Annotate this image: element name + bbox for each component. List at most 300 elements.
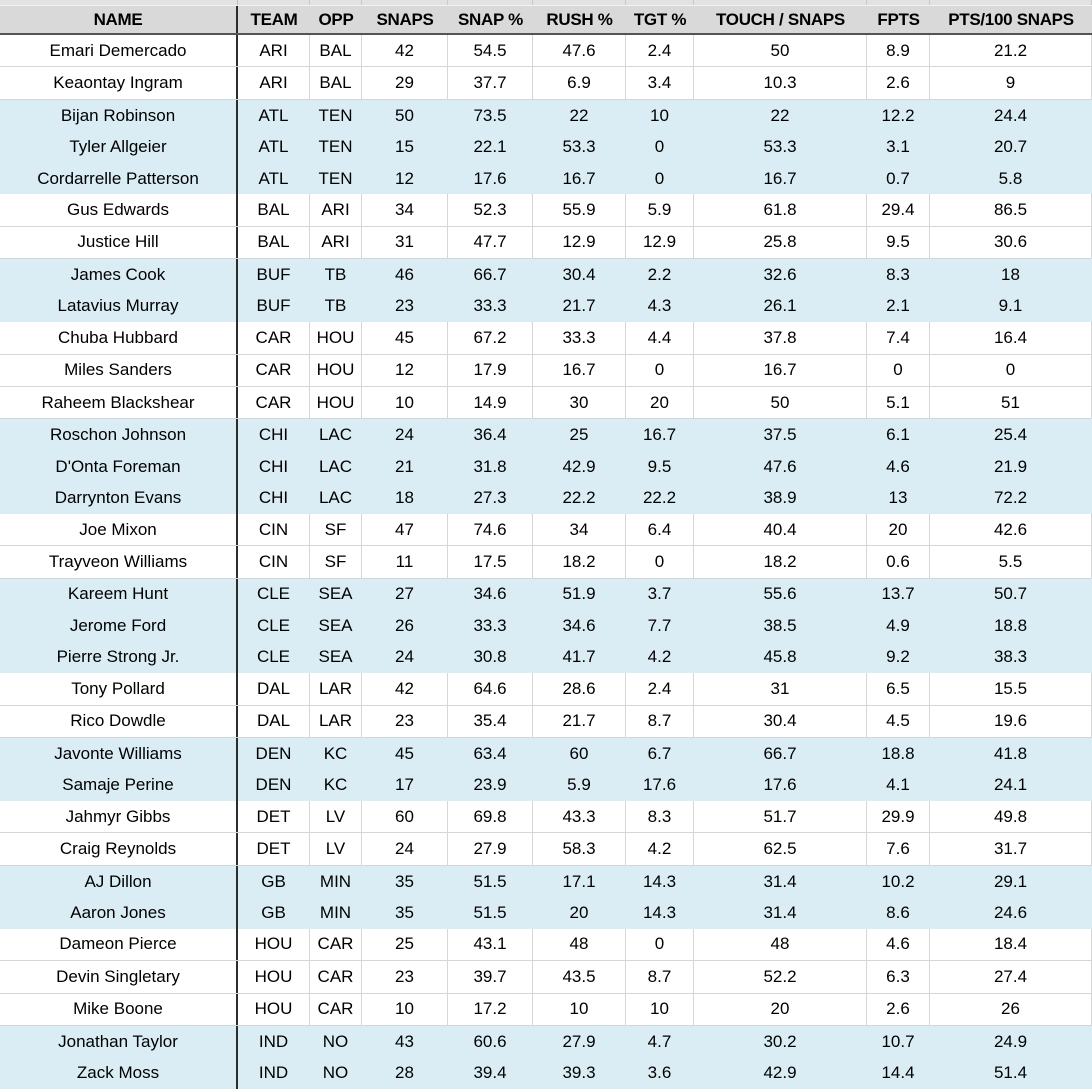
cell-snaps[interactable]: 31 [362, 227, 448, 258]
cell-rush_pct[interactable]: 53.3 [562, 137, 596, 157]
cell-name[interactable]: Roschon Johnson [0, 419, 238, 450]
cell-opp[interactable]: MIN [319, 871, 352, 891]
column-header-snaps[interactable]: SNAPS [376, 9, 434, 29]
cell-touch_snaps[interactable]: 52.2 [694, 961, 867, 992]
cell-fpts[interactable]: 10.2 [881, 871, 915, 891]
cell-tgt_pct[interactable]: 4.2 [647, 647, 672, 667]
cell-name[interactable]: Miles Sanders [0, 355, 238, 386]
cell-rush_pct[interactable]: 51.9 [562, 584, 596, 604]
cell-pts_100_snaps[interactable]: 18 [1001, 264, 1020, 284]
cell-team[interactable]: CIN [238, 546, 310, 577]
cell-tgt_pct[interactable]: 8.7 [626, 706, 694, 737]
cell-rush_pct[interactable]: 21.7 [533, 706, 626, 737]
cell-snap_pct[interactable]: 33.3 [473, 296, 507, 316]
cell-touch_snaps[interactable]: 48 [694, 929, 867, 960]
cell-snaps[interactable]: 12 [362, 355, 448, 386]
cell-pts_100_snaps[interactable]: 50.7 [993, 584, 1028, 604]
cell-rush_pct[interactable]: 28.6 [533, 673, 626, 704]
cell-touch_snaps[interactable]: 31.4 [763, 902, 797, 922]
cell-touch_snaps[interactable]: 40.4 [694, 514, 867, 545]
cell-snaps[interactable]: 23 [395, 296, 414, 316]
cell-tgt_pct[interactable]: 4.7 [647, 1031, 672, 1051]
cell-opp[interactable]: LAR [310, 706, 362, 737]
cell-rush_pct[interactable]: 55.9 [533, 194, 626, 225]
cell-team[interactable]: GB [261, 871, 286, 891]
cell-tgt_pct[interactable]: 9.5 [647, 456, 672, 476]
cell-pts_100_snaps[interactable]: 51 [930, 387, 1092, 418]
cell-opp[interactable]: SF [310, 514, 362, 545]
cell-opp[interactable]: SEA [318, 584, 353, 604]
cell-tgt_pct[interactable]: 0 [626, 355, 694, 386]
cell-snap_pct[interactable]: 30.8 [473, 647, 507, 667]
cell-name[interactable]: Bijan Robinson [0, 100, 238, 131]
cell-tgt_pct[interactable]: 4.2 [626, 833, 694, 864]
cell-touch_snaps[interactable]: 30.4 [694, 706, 867, 737]
cell-pts_100_snaps[interactable]: 9.1 [998, 296, 1023, 316]
cell-opp[interactable]: BAL [310, 67, 362, 98]
cell-fpts[interactable]: 13 [888, 488, 908, 508]
cell-touch_snaps[interactable]: 50 [694, 35, 867, 66]
cell-rush_pct[interactable]: 39.3 [562, 1063, 596, 1083]
cell-fpts[interactable]: 4.5 [867, 706, 930, 737]
cell-snaps[interactable]: 15 [395, 137, 414, 157]
cell-opp[interactable]: SEA [318, 615, 353, 635]
cell-pts_100_snaps[interactable]: 19.6 [930, 706, 1092, 737]
cell-name[interactable]: Tony Pollard [0, 673, 238, 704]
cell-team[interactable]: ARI [238, 35, 310, 66]
cell-name[interactable]: Keaontay Ingram [0, 67, 238, 98]
cell-name[interactable]: Pierre Strong Jr. [0, 642, 238, 673]
cell-snaps[interactable]: 60 [362, 801, 448, 832]
cell-name[interactable]: Javonte Williams [0, 738, 238, 769]
cell-pts_100_snaps[interactable]: 24.1 [993, 775, 1028, 795]
cell-tgt_pct[interactable]: 14.3 [642, 902, 677, 922]
cell-pts_100_snaps[interactable]: 41.8 [993, 743, 1028, 763]
cell-team[interactable]: CAR [238, 387, 310, 418]
cell-name[interactable]: Chuba Hubbard [0, 322, 238, 353]
cell-team[interactable]: ATL [258, 137, 289, 157]
cell-snaps[interactable]: 29 [362, 67, 448, 98]
cell-rush_pct[interactable]: 34.6 [562, 615, 596, 635]
cell-team[interactable]: IND [258, 1031, 289, 1051]
cell-rush_pct[interactable]: 6.9 [533, 67, 626, 98]
cell-fpts[interactable]: 18.8 [881, 743, 915, 763]
column-header-snap_pct[interactable]: SNAP % [458, 9, 523, 29]
cell-snap_pct[interactable]: 22.1 [473, 137, 507, 157]
column-header-name[interactable]: NAME [0, 6, 238, 33]
cell-snap_pct[interactable]: 27.3 [473, 488, 507, 508]
cell-tgt_pct[interactable]: 17.6 [642, 775, 677, 795]
cell-snap_pct[interactable]: 67.2 [448, 322, 533, 353]
cell-fpts[interactable]: 3.1 [886, 137, 910, 157]
cell-touch_snaps[interactable]: 31.4 [763, 871, 797, 891]
cell-name[interactable]: Latavius Murray [0, 291, 238, 322]
cell-tgt_pct[interactable]: 0 [654, 137, 665, 157]
cell-fpts[interactable]: 8.9 [867, 35, 930, 66]
cell-team[interactable]: CHI [258, 456, 289, 476]
cell-pts_100_snaps[interactable]: 5.5 [930, 546, 1092, 577]
cell-rush_pct[interactable]: 60 [569, 743, 589, 763]
cell-rush_pct[interactable]: 12.9 [533, 227, 626, 258]
cell-pts_100_snaps[interactable]: 27.4 [930, 961, 1092, 992]
cell-touch_snaps[interactable]: 42.9 [763, 1063, 797, 1083]
cell-tgt_pct[interactable]: 2.2 [647, 264, 672, 284]
cell-touch_snaps[interactable]: 17.6 [763, 775, 797, 795]
cell-pts_100_snaps[interactable]: 24.4 [993, 105, 1028, 125]
cell-opp[interactable]: LAC [318, 488, 353, 508]
cell-snaps[interactable]: 24 [395, 425, 414, 445]
cell-rush_pct[interactable]: 27.9 [562, 1031, 596, 1051]
column-header-opp[interactable]: OPP [318, 9, 354, 29]
cell-fpts[interactable]: 2.6 [867, 994, 930, 1025]
cell-snap_pct[interactable]: 23.9 [473, 775, 507, 795]
cell-snap_pct[interactable]: 66.7 [473, 264, 507, 284]
cell-snaps[interactable]: 12 [395, 168, 414, 188]
cell-name[interactable]: Cordarrelle Patterson [0, 163, 238, 194]
cell-name[interactable]: Jonathan Taylor [0, 1026, 238, 1057]
cell-tgt_pct[interactable]: 20 [626, 387, 694, 418]
cell-name[interactable]: James Cook [0, 259, 238, 290]
cell-rush_pct[interactable]: 22.2 [562, 488, 596, 508]
cell-opp[interactable]: LV [310, 801, 362, 832]
cell-fpts[interactable]: 7.4 [867, 322, 930, 353]
cell-tgt_pct[interactable]: 4.3 [647, 296, 672, 316]
cell-team[interactable]: DAL [238, 673, 310, 704]
cell-touch_snaps[interactable]: 55.6 [763, 584, 797, 604]
cell-snap_pct[interactable]: 39.4 [473, 1063, 507, 1083]
cell-touch_snaps[interactable]: 50 [694, 387, 867, 418]
cell-opp[interactable]: TEN [318, 168, 353, 188]
cell-snaps[interactable]: 24 [395, 647, 414, 667]
cell-opp[interactable]: CAR [310, 961, 362, 992]
cell-tgt_pct[interactable]: 4.4 [626, 322, 694, 353]
cell-pts_100_snaps[interactable]: 9 [930, 67, 1092, 98]
cell-snaps[interactable]: 18 [395, 488, 414, 508]
cell-name[interactable]: Raheem Blackshear [0, 387, 238, 418]
cell-opp[interactable]: HOU [310, 322, 362, 353]
cell-team[interactable]: BAL [238, 227, 310, 258]
cell-opp[interactable]: KC [323, 743, 348, 763]
cell-tgt_pct[interactable]: 0 [626, 546, 694, 577]
cell-touch_snaps[interactable]: 25.8 [694, 227, 867, 258]
cell-fpts[interactable]: 0.6 [867, 546, 930, 577]
cell-pts_100_snaps[interactable]: 20.7 [993, 137, 1028, 157]
cell-touch_snaps[interactable]: 53.3 [763, 137, 797, 157]
cell-snap_pct[interactable]: 52.3 [448, 194, 533, 225]
cell-opp[interactable]: NO [322, 1031, 349, 1051]
cell-snaps[interactable]: 47 [362, 514, 448, 545]
cell-team[interactable]: DAL [238, 706, 310, 737]
cell-tgt_pct[interactable]: 0 [626, 929, 694, 960]
cell-pts_100_snaps[interactable]: 21.2 [930, 35, 1092, 66]
cell-snap_pct[interactable]: 14.9 [448, 387, 533, 418]
cell-snap_pct[interactable]: 17.6 [473, 168, 507, 188]
cell-rush_pct[interactable]: 58.3 [533, 833, 626, 864]
cell-pts_100_snaps[interactable]: 16.4 [930, 322, 1092, 353]
cell-touch_snaps[interactable]: 37.8 [694, 322, 867, 353]
cell-snap_pct[interactable]: 34.6 [473, 584, 507, 604]
cell-touch_snaps[interactable]: 31 [694, 673, 867, 704]
cell-team[interactable]: DET [238, 833, 310, 864]
cell-snap_pct[interactable]: 43.1 [448, 929, 533, 960]
cell-pts_100_snaps[interactable]: 86.5 [930, 194, 1092, 225]
cell-pts_100_snaps[interactable]: 5.8 [998, 168, 1023, 188]
cell-pts_100_snaps[interactable]: 31.7 [930, 833, 1092, 864]
cell-pts_100_snaps[interactable]: 38.3 [993, 647, 1028, 667]
cell-snap_pct[interactable]: 37.7 [448, 67, 533, 98]
column-header-fpts[interactable]: FPTS [877, 9, 920, 29]
cell-rush_pct[interactable]: 48 [533, 929, 626, 960]
cell-touch_snaps[interactable]: 37.5 [763, 425, 797, 445]
cell-snap_pct[interactable]: 51.5 [473, 902, 507, 922]
cell-fpts[interactable]: 2.1 [886, 296, 910, 316]
cell-pts_100_snaps[interactable]: 29.1 [993, 871, 1028, 891]
cell-snap_pct[interactable]: 17.2 [448, 994, 533, 1025]
cell-team[interactable]: CAR [238, 355, 310, 386]
cell-fpts[interactable]: 8.3 [886, 264, 910, 284]
cell-snap_pct[interactable]: 17.5 [448, 546, 533, 577]
cell-fpts[interactable]: 4.6 [886, 456, 910, 476]
cell-fpts[interactable]: 20 [867, 514, 930, 545]
cell-name[interactable]: Kareem Hunt [0, 579, 238, 610]
cell-tgt_pct[interactable]: 10 [650, 105, 669, 125]
cell-fpts[interactable]: 29.9 [867, 801, 930, 832]
cell-tgt_pct[interactable]: 2.4 [626, 673, 694, 704]
cell-tgt_pct[interactable]: 2.4 [626, 35, 694, 66]
cell-rush_pct[interactable]: 20 [569, 902, 589, 922]
cell-tgt_pct[interactable]: 12.9 [626, 227, 694, 258]
cell-rush_pct[interactable]: 5.9 [567, 775, 591, 795]
cell-tgt_pct[interactable]: 3.7 [647, 584, 672, 604]
cell-snap_pct[interactable]: 51.5 [473, 871, 507, 891]
cell-rush_pct[interactable]: 18.2 [533, 546, 626, 577]
cell-touch_snaps[interactable]: 18.2 [694, 546, 867, 577]
cell-opp[interactable]: TB [324, 296, 347, 316]
cell-tgt_pct[interactable]: 3.6 [647, 1063, 672, 1083]
cell-name[interactable]: Tyler Allgeier [0, 131, 238, 162]
cell-fpts[interactable]: 6.1 [886, 425, 910, 445]
cell-pts_100_snaps[interactable]: 18.8 [993, 615, 1028, 635]
cell-pts_100_snaps[interactable]: 24.6 [993, 902, 1028, 922]
cell-snap_pct[interactable]: 69.8 [448, 801, 533, 832]
cell-touch_snaps[interactable]: 51.7 [694, 801, 867, 832]
cell-snaps[interactable]: 46 [395, 264, 414, 284]
cell-team[interactable]: ATL [258, 105, 289, 125]
cell-rush_pct[interactable]: 34 [533, 514, 626, 545]
cell-opp[interactable]: BAL [310, 35, 362, 66]
cell-rush_pct[interactable]: 33.3 [533, 322, 626, 353]
cell-snaps[interactable]: 50 [395, 105, 414, 125]
cell-snaps[interactable]: 10 [362, 387, 448, 418]
cell-snap_pct[interactable]: 33.3 [473, 615, 507, 635]
cell-name[interactable]: Aaron Jones [0, 897, 238, 928]
cell-snaps[interactable]: 35 [395, 902, 414, 922]
cell-snaps[interactable]: 21 [395, 456, 414, 476]
cell-team[interactable]: ARI [238, 67, 310, 98]
cell-fpts[interactable]: 13.7 [881, 584, 915, 604]
cell-fpts[interactable]: 6.3 [867, 961, 930, 992]
cell-tgt_pct[interactable]: 8.3 [626, 801, 694, 832]
cell-fpts[interactable]: 4.6 [867, 929, 930, 960]
cell-name[interactable]: Trayveon Williams [0, 546, 238, 577]
cell-snap_pct[interactable]: 27.9 [448, 833, 533, 864]
cell-name[interactable]: Rico Dowdle [0, 706, 238, 737]
cell-fpts[interactable]: 0 [867, 355, 930, 386]
cell-snap_pct[interactable]: 36.4 [473, 425, 507, 445]
cell-pts_100_snaps[interactable]: 42.6 [930, 514, 1092, 545]
cell-rush_pct[interactable]: 21.7 [562, 296, 596, 316]
cell-rush_pct[interactable]: 47.6 [533, 35, 626, 66]
cell-fpts[interactable]: 29.4 [867, 194, 930, 225]
cell-tgt_pct[interactable]: 8.7 [626, 961, 694, 992]
cell-snap_pct[interactable]: 73.5 [473, 105, 507, 125]
cell-pts_100_snaps[interactable]: 26 [930, 994, 1092, 1025]
cell-team[interactable]: CLE [256, 584, 291, 604]
cell-snaps[interactable]: 24 [362, 833, 448, 864]
cell-snaps[interactable]: 26 [395, 615, 414, 635]
cell-snaps[interactable]: 45 [362, 322, 448, 353]
cell-opp[interactable]: LAC [318, 425, 353, 445]
cell-snaps[interactable]: 17 [395, 775, 414, 795]
cell-opp[interactable]: TEN [318, 137, 353, 157]
cell-team[interactable]: CHI [258, 488, 289, 508]
cell-team[interactable]: BUF [256, 264, 291, 284]
cell-snap_pct[interactable]: 39.7 [448, 961, 533, 992]
cell-fpts[interactable]: 7.6 [867, 833, 930, 864]
cell-team[interactable]: GB [261, 902, 286, 922]
cell-name[interactable]: Emari Demercado [0, 35, 238, 66]
cell-fpts[interactable]: 14.4 [881, 1063, 915, 1083]
cell-pts_100_snaps[interactable]: 18.4 [930, 929, 1092, 960]
cell-fpts[interactable]: 2.6 [867, 67, 930, 98]
cell-snaps[interactable]: 25 [362, 929, 448, 960]
cell-rush_pct[interactable]: 43.5 [533, 961, 626, 992]
cell-name[interactable]: Dameon Pierce [0, 929, 238, 960]
cell-pts_100_snaps[interactable]: 15.5 [930, 673, 1092, 704]
cell-touch_snaps[interactable]: 10.3 [694, 67, 867, 98]
cell-snap_pct[interactable]: 35.4 [448, 706, 533, 737]
cell-rush_pct[interactable]: 43.3 [533, 801, 626, 832]
cell-name[interactable]: Gus Edwards [0, 194, 238, 225]
cell-tgt_pct[interactable]: 22.2 [642, 488, 677, 508]
cell-name[interactable]: Justice Hill [0, 227, 238, 258]
cell-team[interactable]: BAL [238, 194, 310, 225]
cell-snaps[interactable]: 23 [362, 706, 448, 737]
column-header-rush_pct[interactable]: RUSH % [546, 9, 613, 29]
cell-tgt_pct[interactable]: 3.4 [626, 67, 694, 98]
cell-name[interactable]: Joe Mixon [0, 514, 238, 545]
cell-tgt_pct[interactable]: 6.7 [647, 743, 672, 763]
cell-fpts[interactable]: 12.2 [881, 105, 915, 125]
cell-touch_snaps[interactable]: 47.6 [763, 456, 797, 476]
cell-tgt_pct[interactable]: 6.4 [626, 514, 694, 545]
column-header-pts_100_snaps[interactable]: PTS/100 SNAPS [948, 9, 1074, 29]
cell-opp[interactable]: LV [310, 833, 362, 864]
cell-opp[interactable]: LAR [310, 673, 362, 704]
cell-team[interactable]: HOU [238, 994, 310, 1025]
cell-team[interactable]: BUF [256, 296, 291, 316]
cell-name[interactable]: AJ Dillon [0, 866, 238, 897]
cell-rush_pct[interactable]: 42.9 [562, 456, 596, 476]
cell-touch_snaps[interactable]: 45.8 [763, 647, 797, 667]
cell-snaps[interactable]: 28 [395, 1063, 414, 1083]
cell-tgt_pct[interactable]: 5.9 [626, 194, 694, 225]
cell-rush_pct[interactable]: 30.4 [562, 264, 596, 284]
cell-fpts[interactable]: 9.2 [886, 647, 910, 667]
cell-opp[interactable]: HOU [310, 355, 362, 386]
cell-opp[interactable]: TB [324, 264, 347, 284]
cell-opp[interactable]: MIN [319, 902, 352, 922]
cell-snaps[interactable]: 42 [362, 673, 448, 704]
cell-touch_snaps[interactable]: 30.2 [763, 1031, 797, 1051]
cell-touch_snaps[interactable]: 61.8 [694, 194, 867, 225]
cell-touch_snaps[interactable]: 16.7 [763, 168, 797, 188]
cell-snap_pct[interactable]: 17.9 [448, 355, 533, 386]
cell-name[interactable]: Mike Boone [0, 994, 238, 1025]
cell-name[interactable]: Zack Moss [0, 1058, 238, 1089]
cell-rush_pct[interactable]: 10 [533, 994, 626, 1025]
cell-snap_pct[interactable]: 74.6 [448, 514, 533, 545]
cell-rush_pct[interactable]: 16.7 [562, 168, 596, 188]
cell-pts_100_snaps[interactable]: 0 [930, 355, 1092, 386]
cell-fpts[interactable]: 0.7 [886, 168, 910, 188]
cell-opp[interactable]: SF [310, 546, 362, 577]
cell-opp[interactable]: CAR [310, 994, 362, 1025]
cell-snap_pct[interactable]: 60.6 [473, 1031, 507, 1051]
cell-fpts[interactable]: 5.1 [867, 387, 930, 418]
cell-team[interactable]: HOU [238, 961, 310, 992]
cell-name[interactable]: Darrynton Evans [0, 482, 238, 513]
cell-tgt_pct[interactable]: 10 [626, 994, 694, 1025]
cell-touch_snaps[interactable]: 22 [770, 105, 790, 125]
cell-touch_snaps[interactable]: 66.7 [763, 743, 797, 763]
column-header-team[interactable]: TEAM [250, 9, 298, 29]
cell-rush_pct[interactable]: 22 [569, 105, 589, 125]
cell-name[interactable]: Devin Singletary [0, 961, 238, 992]
cell-name[interactable]: Jahmyr Gibbs [0, 801, 238, 832]
cell-snap_pct[interactable]: 64.6 [448, 673, 533, 704]
cell-tgt_pct[interactable]: 16.7 [642, 425, 677, 445]
cell-fpts[interactable]: 10.7 [881, 1031, 915, 1051]
cell-pts_100_snaps[interactable]: 21.9 [993, 456, 1028, 476]
cell-snap_pct[interactable]: 54.5 [448, 35, 533, 66]
cell-team[interactable]: DEN [255, 775, 292, 795]
cell-tgt_pct[interactable]: 14.3 [642, 871, 677, 891]
cell-touch_snaps[interactable]: 16.7 [694, 355, 867, 386]
cell-pts_100_snaps[interactable]: 24.9 [993, 1031, 1028, 1051]
column-header-tgt_pct[interactable]: TGT % [633, 9, 687, 29]
cell-opp[interactable]: NO [322, 1063, 349, 1083]
cell-snaps[interactable]: 11 [362, 546, 448, 577]
cell-team[interactable]: CLE [256, 615, 291, 635]
cell-snap_pct[interactable]: 63.4 [473, 743, 507, 763]
cell-team[interactable]: CIN [238, 514, 310, 545]
cell-opp[interactable]: TEN [318, 105, 353, 125]
cell-team[interactable]: ATL [258, 168, 289, 188]
cell-pts_100_snaps[interactable]: 51.4 [993, 1063, 1028, 1083]
cell-touch_snaps[interactable]: 38.9 [763, 488, 797, 508]
cell-name[interactable]: Jerome Ford [0, 610, 238, 641]
cell-opp[interactable]: HOU [310, 387, 362, 418]
cell-team[interactable]: DEN [255, 743, 292, 763]
cell-tgt_pct[interactable]: 7.7 [647, 615, 672, 635]
cell-touch_snaps[interactable]: 20 [694, 994, 867, 1025]
cell-opp[interactable]: ARI [310, 194, 362, 225]
cell-name[interactable]: Samaje Perine [0, 769, 238, 800]
cell-snaps[interactable]: 23 [362, 961, 448, 992]
cell-touch_snaps[interactable]: 32.6 [763, 264, 797, 284]
cell-fpts[interactable]: 6.5 [867, 673, 930, 704]
